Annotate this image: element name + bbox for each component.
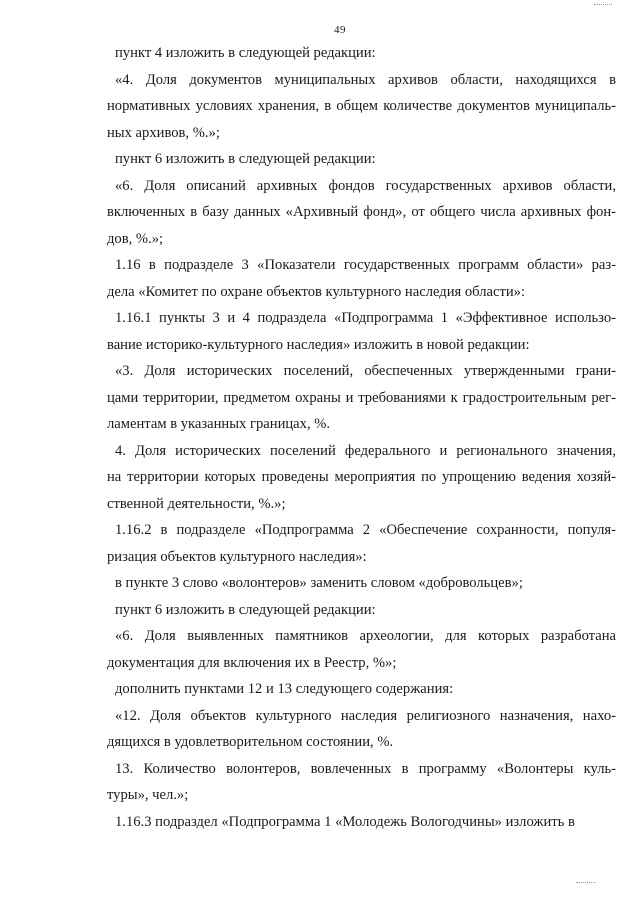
text-line: нормативных условиях хранения, в общем количестве документов муниципаль-: [107, 98, 616, 114]
scan-artifact-bottom: [576, 876, 596, 883]
text-line: «6. Доля описаний архивных фондов государственных архивов области,: [115, 177, 616, 194]
text-line: вание историко-культурного наследия» изложить в новой редакции:: [107, 336, 530, 353]
text-line: включенных в базу данных «Архивный фонд», от общего числа архивных фон-: [107, 204, 616, 220]
paragraph: [104, 40, 616, 67]
text-line: дящихся в удовлетворительном состоянии, %.: [107, 734, 394, 750]
paragraph: [104, 676, 616, 703]
paragraph: [104, 67, 616, 147]
text-line: «3. Доля исторических поселений, обеспеченных утвержденными грани-: [115, 363, 616, 379]
text-line: на территории которых проведены мероприятия по упрощению ведения хозяй-: [107, 469, 616, 485]
paragraph: [104, 809, 616, 836]
paragraph: [104, 252, 616, 305]
paragraph: [104, 597, 616, 624]
paragraph: [104, 305, 616, 358]
text-line: 1.16 в подразделе 3 «Показатели государственных программ области» раз-: [115, 257, 616, 273]
paragraph: [104, 358, 616, 438]
text-line: ственной деятельности, %.»;: [107, 495, 286, 512]
text-line: «4. Доля документов муниципальных архивов области, находящихся в: [115, 71, 616, 88]
text-line: ных архивов, %.»;: [107, 124, 220, 141]
text-line: ризация объектов культурного наследия»:: [107, 548, 367, 565]
text-line: ламентам в указанных границах, %.: [107, 416, 331, 432]
paragraph: [104, 173, 616, 253]
text-line: пункт 4 изложить в следующей редакции:: [115, 45, 376, 61]
text-line: туры», чел.»;: [107, 787, 189, 803]
text-line: дела «Комитет по охране объектов культурного наследия области»:: [107, 283, 525, 300]
paragraph: [104, 623, 616, 676]
paragraph: [104, 517, 616, 570]
text-line: дов, %.»;: [107, 230, 164, 247]
text-line: дополнить пунктами 12 и 13 следующего содержания:: [115, 681, 454, 697]
paragraph: [104, 146, 616, 173]
text-line: документация для включения их в Реестр, %»;: [107, 654, 397, 671]
text-line: 4. Доля исторических поселений федерального и регионального значения,: [115, 442, 616, 459]
text-line: 1.16.3 подраздел «Подпрограмма 1 «Молодежь Вологодчины» изложить в: [115, 813, 575, 830]
text-line: цами территории, предметом охраны и требованиями к градостроительным рег-: [107, 389, 616, 406]
text-line: 1.16.1 пункты 3 и 4 подраздела «Подпрограмма 1 «Эффективное использо-: [115, 310, 616, 326]
paragraph: [104, 570, 616, 597]
paragraph: [104, 703, 616, 756]
document-body: [104, 40, 616, 835]
scan-artifact-top: [594, 0, 612, 5]
text-line: в пункте 3 слово «волонтеров» заменить словом «добровольцев»;: [115, 575, 523, 591]
paragraph: [104, 438, 616, 518]
text-line: 1.16.2 в подразделе «Подпрограмма 2 «Обеспечение сохранности, популя-: [115, 522, 616, 538]
text-line: «6. Доля выявленных памятников археологии, для которых разработана: [115, 628, 616, 644]
paragraph: [104, 756, 616, 809]
text-line: «12. Доля объектов культурного наследия религиозного назначения, нахо-: [115, 707, 616, 724]
text-line: пункт 6 изложить в следующей редакции:: [115, 151, 376, 167]
text-line: пункт 6 изложить в следующей редакции:: [115, 601, 376, 618]
text-line: 13. Количество волонтеров, вовлеченных в программу «Волонтеры куль-: [115, 760, 616, 777]
page-number: 49: [334, 24, 346, 36]
